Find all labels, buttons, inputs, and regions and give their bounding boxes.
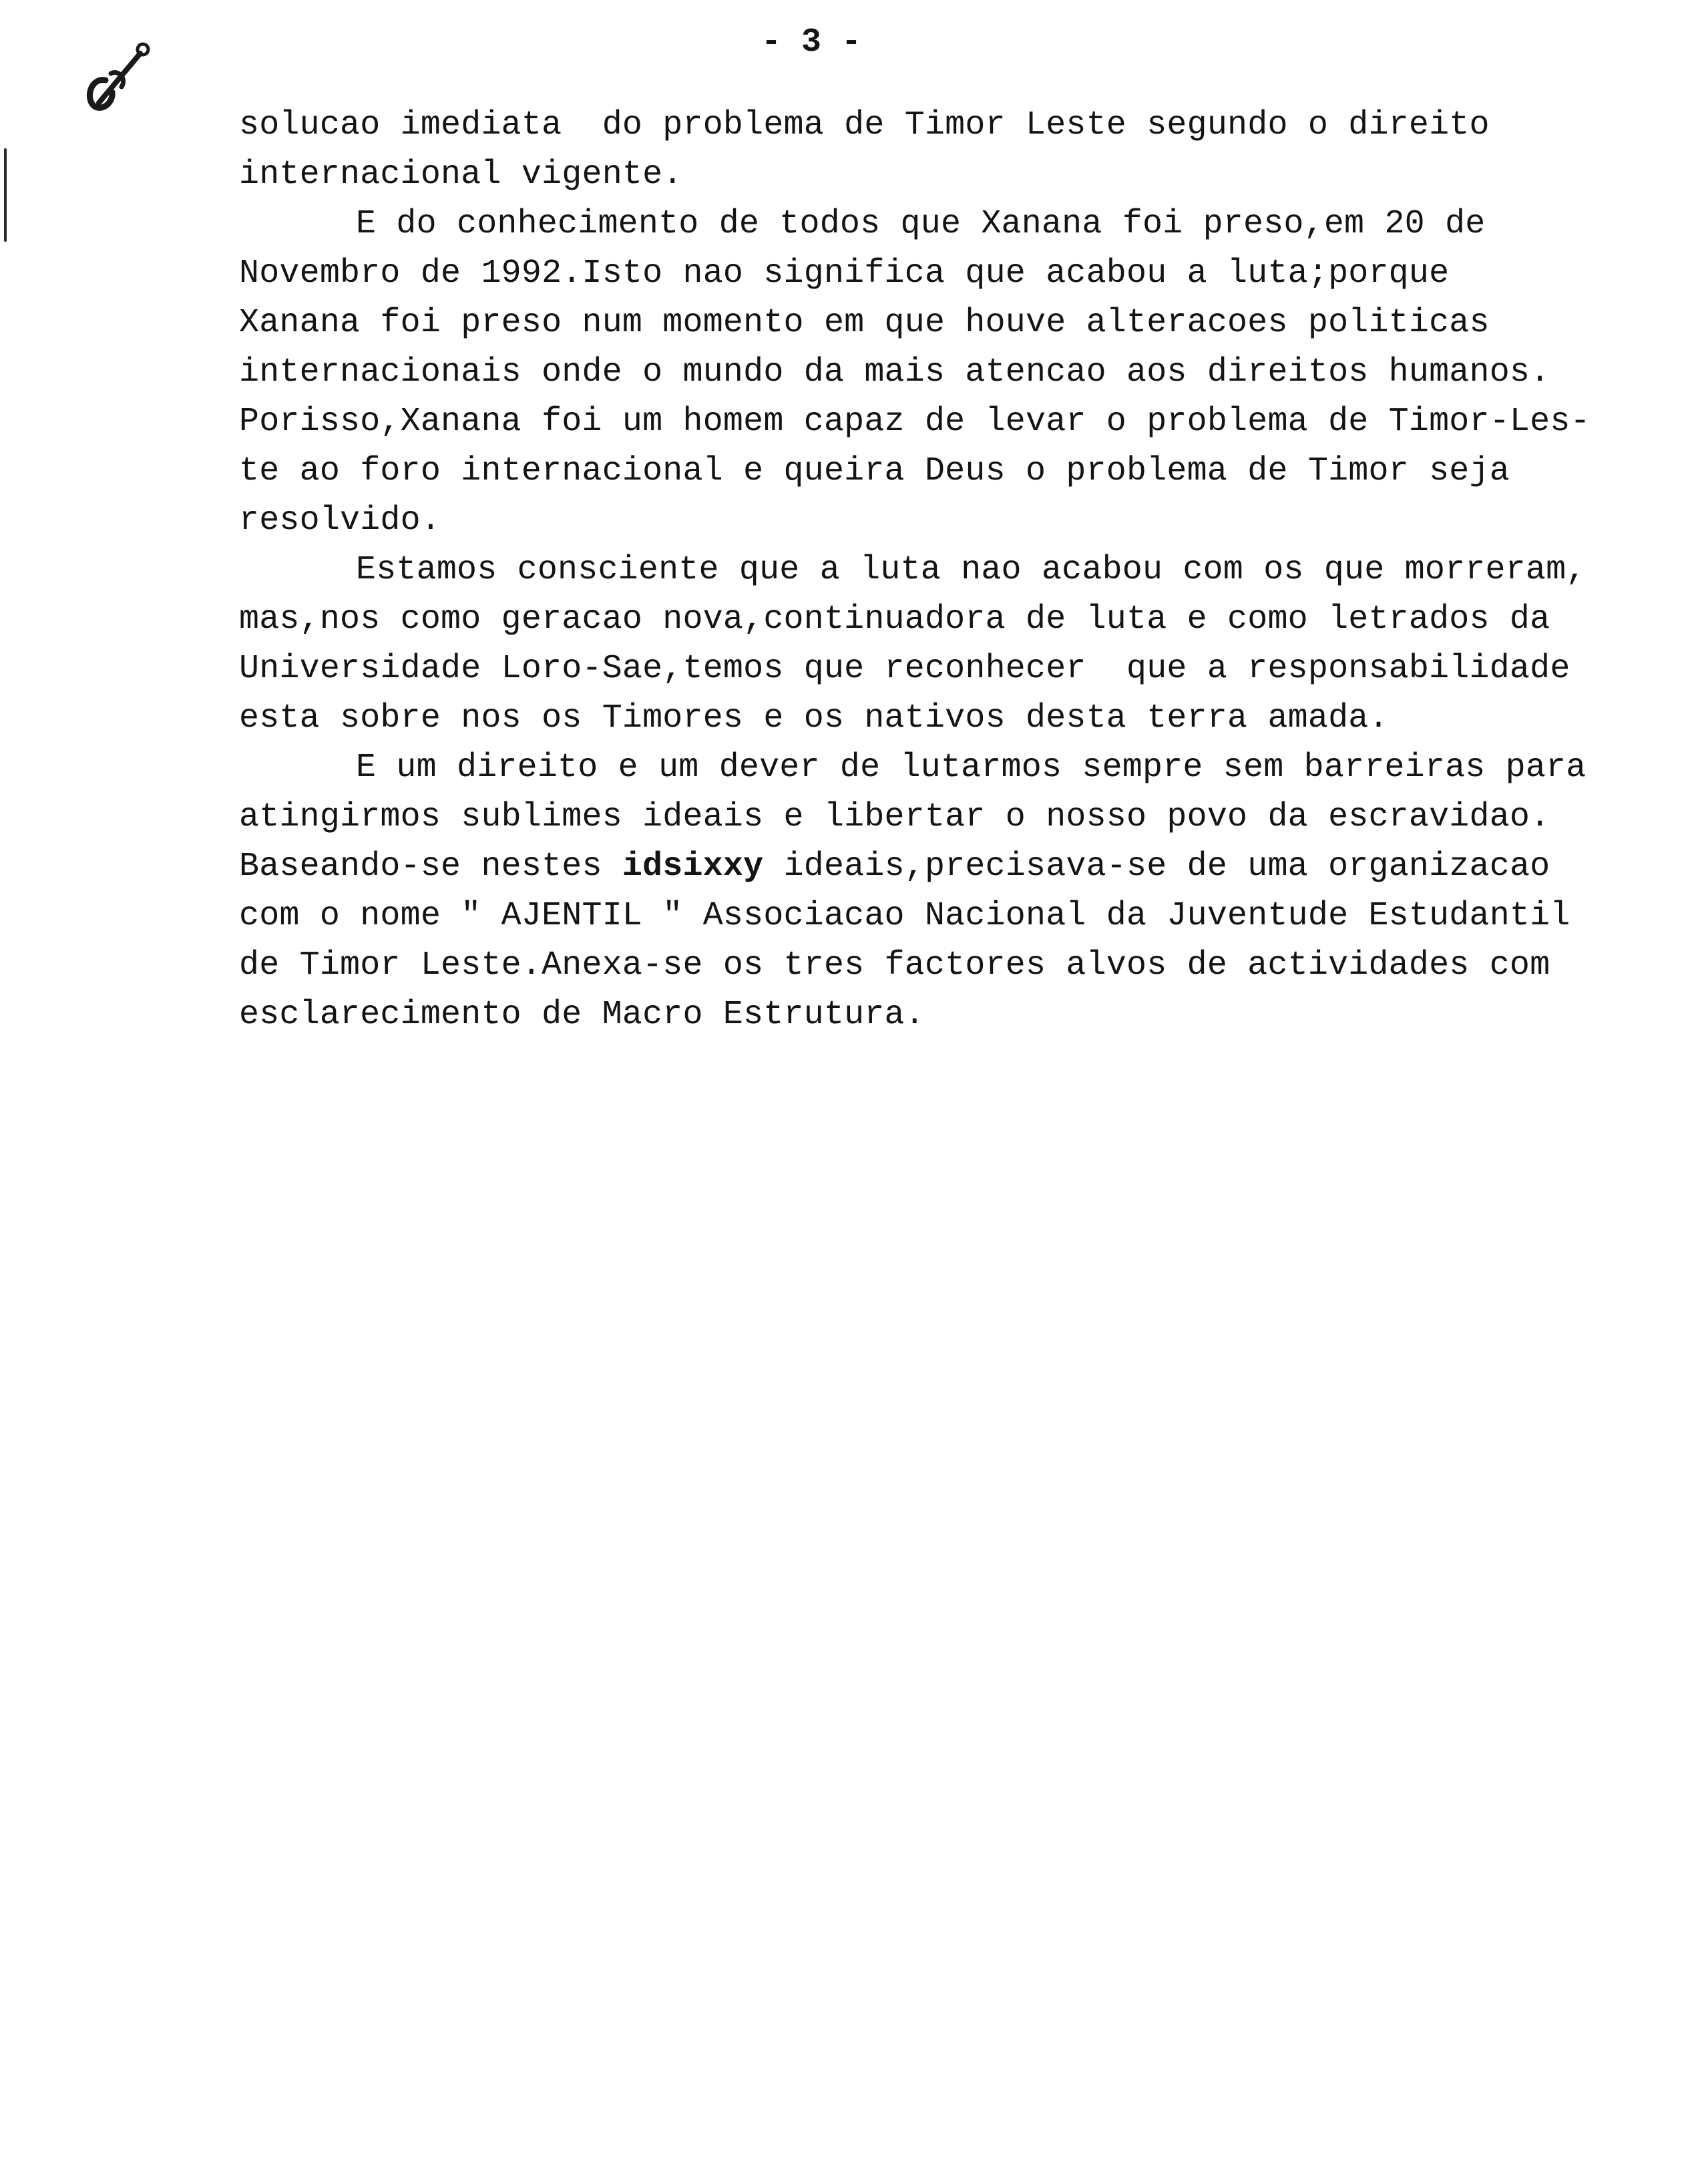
text-line bbox=[239, 150, 1615, 200]
text-line bbox=[239, 447, 1615, 496]
text-line bbox=[239, 101, 1615, 150]
text-line-content: solucao imediata do problema de Timor Leste segundo o direito bbox=[239, 106, 1490, 144]
text-line-content: de Timor Leste.Anexa-se os tres factores alvos de actividades com bbox=[239, 946, 1550, 984]
text-line-content: Novembro de 1992.Isto nao significa que acabou a luta;porque bbox=[239, 254, 1450, 293]
text-line bbox=[239, 348, 1615, 397]
overtyped-word: idsixxy bbox=[622, 848, 764, 886]
text-line bbox=[239, 941, 1615, 990]
body-text bbox=[239, 101, 1615, 1040]
handwritten-mark-icon bbox=[79, 39, 152, 119]
text-line bbox=[239, 842, 1615, 892]
text-line bbox=[239, 595, 1615, 645]
text-line bbox=[239, 249, 1615, 299]
text-line bbox=[239, 793, 1615, 842]
text-line-content: internacional vigente. bbox=[239, 156, 683, 194]
text-line-content: Baseando-se nestes bbox=[239, 848, 602, 886]
text-line bbox=[239, 990, 1615, 1040]
scan-edge-mark bbox=[4, 148, 7, 242]
text-line-content: com o nome " AJENTIL " Associacao Nacional da Juventude Estudantil bbox=[239, 897, 1570, 935]
text-line-content: te ao foro internacional e queira Deus o problema de Timor seja bbox=[239, 452, 1510, 490]
page-number: - 3 - bbox=[761, 23, 862, 61]
text-line-content: internacionais onde o mundo da mais atencao aos direitos humanos. bbox=[239, 353, 1550, 391]
text-line-continuation: ideais,precisava-se de uma organizacao bbox=[763, 848, 1550, 886]
text-line-content: resolvido. bbox=[239, 502, 441, 540]
text-line-content: mas,nos como geracao nova,continuadora de luta e como letrados da bbox=[239, 600, 1550, 639]
text-line-content: Estamos consciente que a luta nao acabou com os que morreram, bbox=[356, 551, 1587, 589]
text-line-content: E do conhecimento de todos que Xanana foi preso,em 20 de bbox=[356, 205, 1486, 243]
text-line-content: Porisso,Xanana foi um homem capaz de levar o problema de Timor-Les- bbox=[239, 403, 1591, 441]
text-line bbox=[239, 200, 1615, 249]
text-line bbox=[239, 496, 1615, 546]
text-line-content: esta sobre nos os Timores e os nativos desta terra amada. bbox=[239, 699, 1389, 737]
text-line-content: Xanana foi preso num momento em que houve alteracoes politicas bbox=[239, 304, 1490, 342]
text-line bbox=[239, 397, 1615, 447]
text-line bbox=[239, 694, 1615, 743]
text-line bbox=[239, 299, 1615, 348]
text-line bbox=[239, 743, 1615, 793]
text-line bbox=[239, 892, 1615, 941]
text-line-content: Universidade Loro-Sae,temos que reconhecer que a responsabilidade bbox=[239, 650, 1570, 688]
text-line bbox=[239, 546, 1615, 595]
text-line-content: esclarecimento de Macro Estrutura. bbox=[239, 996, 925, 1034]
text-line bbox=[239, 645, 1615, 694]
text-line-content: E um direito e um dever de lutarmos sempre sem barreiras para bbox=[356, 749, 1587, 787]
text-line-content: atingirmos sublimes ideais e libertar o nosso povo da escravidao. bbox=[239, 798, 1550, 836]
